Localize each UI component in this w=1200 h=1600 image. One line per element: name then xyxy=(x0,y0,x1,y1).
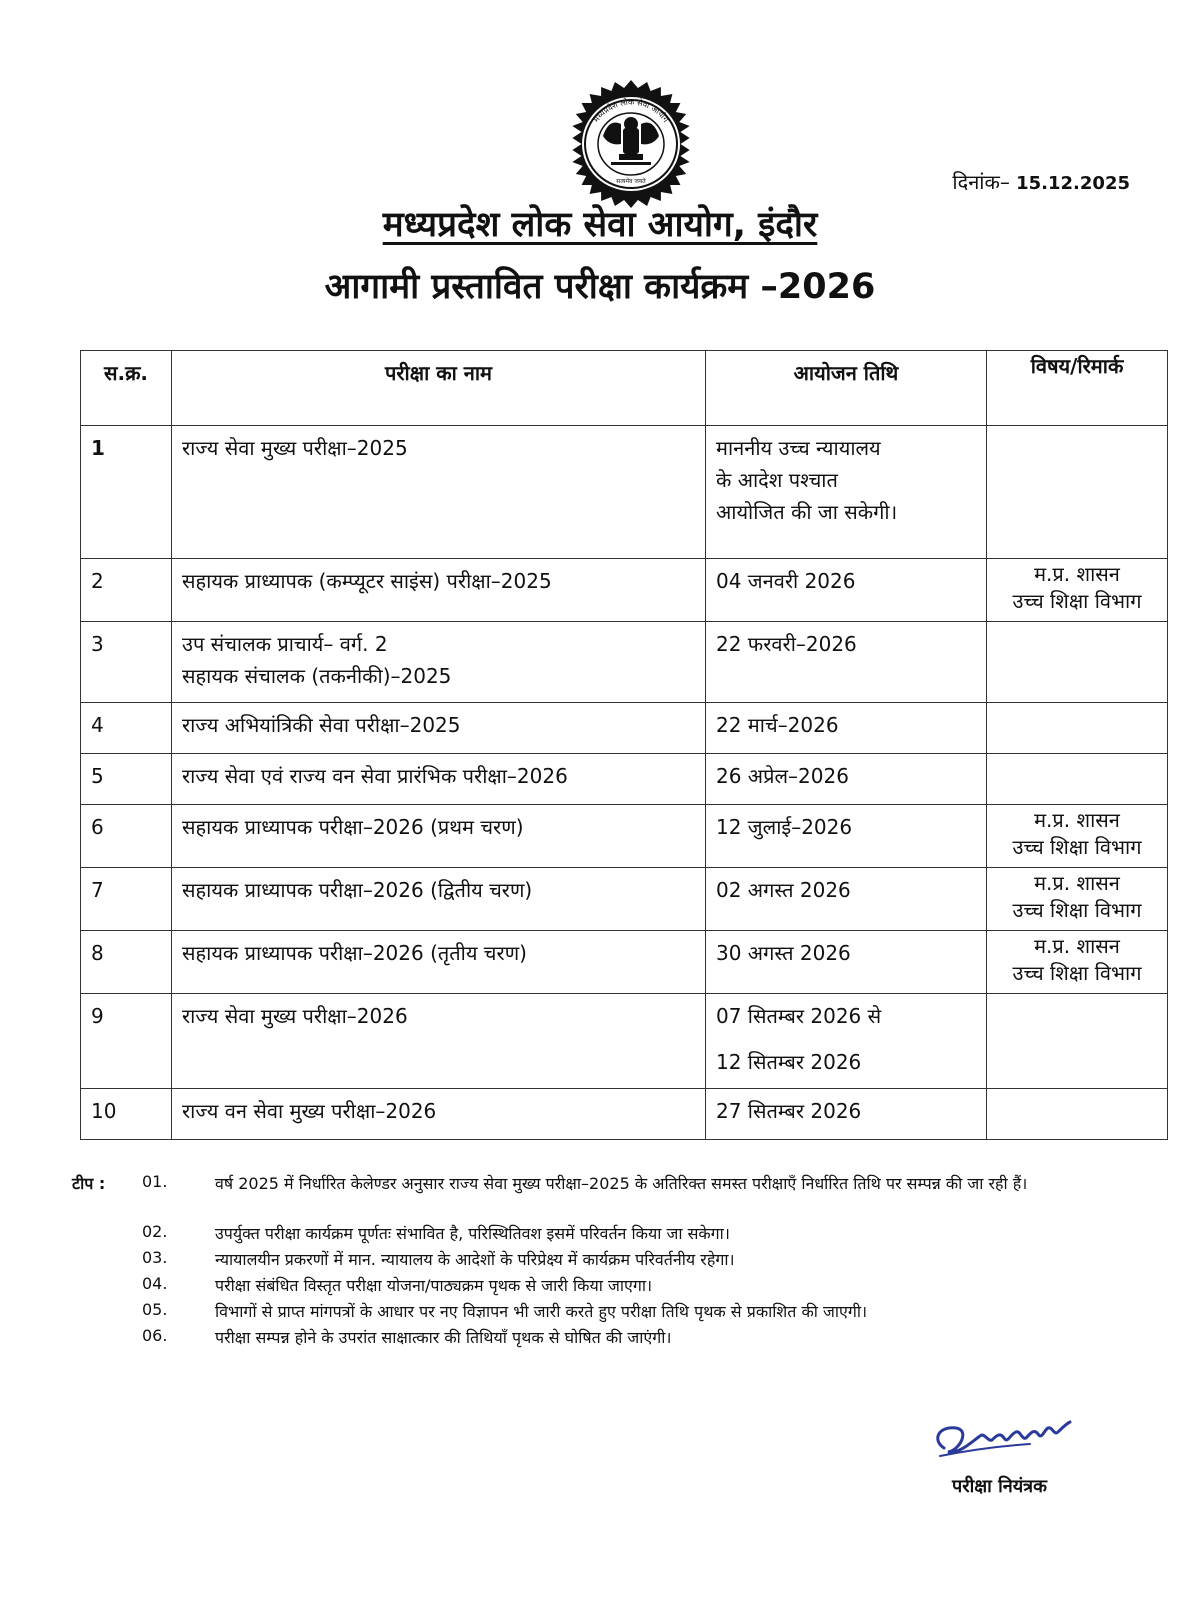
exam-name-cell xyxy=(172,994,706,1089)
exam-name: सहायक प्राध्यापक परीक्षा–2026 (द्वितीय चरण) xyxy=(182,878,533,902)
header-exam-date: आयोजन तिथि xyxy=(706,351,987,426)
serial-cell: 6 xyxy=(81,805,172,868)
note-text: विभागों से प्राप्त मांगपत्रों के आधार पर नए विज्ञापन भी जारी करते हुए परीक्षा तिथि पृथक से प्रकाशित की जाएगी। xyxy=(215,1302,868,1321)
note-item xyxy=(72,1248,1152,1274)
exam-name-cell xyxy=(172,868,706,931)
exam-name-cell xyxy=(172,754,706,805)
header-remark: विषय/रिमार्क xyxy=(987,351,1168,426)
note-text: परीक्षा संबंधित विस्तृत परीक्षा योजना/पाठ्यक्रम पृथक से जारी किया जाएगा। xyxy=(215,1276,653,1295)
remark-cell xyxy=(987,754,1168,805)
exam-name-cell xyxy=(172,622,706,703)
organization-title-text: मध्यप्रदेश लोक सेवा आयोग, इंदौर xyxy=(382,205,818,245)
note-item xyxy=(72,1274,1152,1300)
date-value: 15.12.2025 xyxy=(1016,173,1130,194)
remark-line: उच्च शिक्षा विभाग xyxy=(1012,961,1142,985)
exam-date: 02 अगस्त 2026 xyxy=(716,878,851,902)
exam-name-cell xyxy=(172,426,706,559)
signatory-title: परीक्षा नियंत्रक xyxy=(952,1476,1047,1497)
serial-cell: 9 xyxy=(81,994,172,1089)
remark-cell xyxy=(987,703,1168,754)
exam-date: 26 अप्रेल–2026 xyxy=(716,764,849,788)
exam-name: राज्य सेवा मुख्य परीक्षा–2025 xyxy=(182,436,408,460)
exam-date-cell xyxy=(706,805,987,868)
exam-date-end: 12 सितम्बर 2026 xyxy=(716,1050,862,1074)
table-row xyxy=(81,559,1168,622)
note-text: परीक्षा सम्पन्न होने के उपरांत साक्षात्कार की तिथियाँ पृथक से घोषित की जाएंगी। xyxy=(215,1328,672,1347)
remark-cell xyxy=(987,426,1168,559)
exam-date-cell xyxy=(706,703,987,754)
organization-title xyxy=(0,200,1200,247)
remark-cell xyxy=(987,622,1168,703)
note-number: 06. xyxy=(142,1326,168,1345)
serial-cell: 2 xyxy=(81,559,172,622)
remark-line: उच्च शिक्षा विभाग xyxy=(1012,898,1142,922)
note-number: 01. xyxy=(142,1172,168,1191)
exam-date: 04 जनवरी 2026 xyxy=(716,569,856,593)
remark-line: म.प्र. शासन xyxy=(1034,808,1120,832)
remark-cell xyxy=(987,1089,1168,1140)
table-header-row xyxy=(81,351,1168,426)
exam-name: राज्य सेवा मुख्य परीक्षा–2026 xyxy=(182,1004,408,1028)
exam-date: 22 मार्च–2026 xyxy=(716,713,839,737)
serial-cell: 4 xyxy=(81,703,172,754)
header-serial: स.क्र. xyxy=(81,351,172,426)
table-row xyxy=(81,703,1168,754)
note-text: न्यायालयीन प्रकरणों में मान. न्यायालय के आदेशों के परिप्रेक्ष्य में कार्यक्रम परिवर्तनीय रहेगा। xyxy=(215,1250,735,1269)
exam-date: 27 सितम्बर 2026 xyxy=(716,1099,862,1123)
note-number: 04. xyxy=(142,1274,168,1293)
exam-name-cell xyxy=(172,805,706,868)
exam-date-cell xyxy=(706,754,987,805)
note-number: 05. xyxy=(142,1300,168,1319)
serial-cell: 8 xyxy=(81,931,172,994)
table-row xyxy=(81,1089,1168,1140)
exam-date-line: आयोजित की जा सकेगी। xyxy=(716,500,898,524)
table-row xyxy=(81,994,1168,1089)
remark-cell xyxy=(987,868,1168,931)
exam-name-cell xyxy=(172,931,706,994)
note-item xyxy=(72,1222,1152,1248)
note-number: 02. xyxy=(142,1222,168,1241)
exam-name: सहायक प्राध्यापक परीक्षा–2026 (प्रथम चरण) xyxy=(182,815,524,839)
remark-cell xyxy=(987,805,1168,868)
serial-cell: 1 xyxy=(81,426,172,559)
exam-name: राज्य सेवा एवं राज्य वन सेवा प्रारंभिक परीक्षा–2026 xyxy=(182,764,568,788)
notes-section xyxy=(72,1172,1152,1352)
exam-date: 30 अगस्त 2026 xyxy=(716,941,851,965)
remark-cell xyxy=(987,994,1168,1089)
exam-date-cell xyxy=(706,559,987,622)
table-row xyxy=(81,754,1168,805)
exam-name: सहायक प्राध्यापक परीक्षा–2026 (तृतीय चरण) xyxy=(182,941,527,965)
note-text: वर्ष 2025 में निर्धारित केलेण्डर अनुसार राज्य सेवा मुख्य परीक्षा–2025 के अतिरिक्त समस्त परीक्षाएँ निर्धारित तिथि पर सम्पन्न की जा रही हैं। xyxy=(215,1174,1028,1193)
signature-stroke xyxy=(938,1422,1070,1452)
remark-cell xyxy=(987,931,1168,994)
exam-date: 12 जुलाई–2026 xyxy=(716,815,853,839)
exam-date-cell xyxy=(706,868,987,931)
exam-name: सहायक प्राध्यापक (कम्प्यूटर साइंस) परीक्षा–2025 xyxy=(182,569,552,593)
remark-line: उच्च शिक्षा विभाग xyxy=(1012,589,1142,613)
note-number: 03. xyxy=(142,1248,168,1267)
exam-name-cell xyxy=(172,703,706,754)
table-row xyxy=(81,868,1168,931)
note-item xyxy=(72,1326,1152,1352)
table-row xyxy=(81,931,1168,994)
remark-line: म.प्र. शासन xyxy=(1034,934,1120,958)
exam-name: उप संचालक प्राचार्य– वर्ग. 2 xyxy=(182,632,388,656)
exam-date-cell xyxy=(706,1089,987,1140)
exam-name: राज्य अभियांत्रिकी सेवा परीक्षा–2025 xyxy=(182,713,461,737)
remark-line: म.प्र. शासन xyxy=(1034,871,1120,895)
exam-name-cell xyxy=(172,1089,706,1140)
serial-cell: 7 xyxy=(81,868,172,931)
remark-line: म.प्र. शासन xyxy=(1034,562,1120,586)
schedule-title: आगामी प्रस्तावित परीक्षा कार्यक्रम –2026 xyxy=(324,267,876,307)
table-row xyxy=(81,622,1168,703)
handwritten-signature xyxy=(930,1410,1090,1470)
note-text: उपर्युक्त परीक्षा कार्यक्रम पूर्णतः संभावित है, परिस्थितिवश इसमें परिवर्तन किया जा सकेगा। xyxy=(215,1224,730,1243)
exam-date-cell xyxy=(706,931,987,994)
issue-date xyxy=(952,168,1130,195)
exam-date-cell xyxy=(706,622,987,703)
serial-cell: 3 xyxy=(81,622,172,703)
seal-motto: सत्यमेव जयते xyxy=(616,178,646,185)
serial-cell: 5 xyxy=(81,754,172,805)
exam-name: सहायक संचालक (तकनीकी)–2025 xyxy=(182,664,452,688)
exam-date: 22 फरवरी–2026 xyxy=(716,632,857,656)
note-item xyxy=(72,1172,1152,1222)
note-item xyxy=(72,1300,1152,1326)
exam-date-cell xyxy=(706,426,987,559)
seal-ring-text: मध्यप्रदेश लोक सेवा आयोग xyxy=(591,97,671,124)
notes-label: टीप : xyxy=(72,1174,106,1193)
header-exam-name: परीक्षा का नाम xyxy=(172,351,706,426)
exam-date-start: 07 सितम्बर 2026 से xyxy=(716,1004,882,1028)
commission-seal-logo xyxy=(557,80,705,208)
exam-date-line: माननीय उच्च न्यायालय xyxy=(716,436,881,460)
exam-date-cell xyxy=(706,994,987,1089)
remark-line: उच्च शिक्षा विभाग xyxy=(1012,835,1142,859)
exam-name: राज्य वन सेवा मुख्य परीक्षा–2026 xyxy=(182,1099,437,1123)
exam-schedule-table xyxy=(80,350,1168,1140)
remark-cell xyxy=(987,559,1168,622)
exam-name-cell xyxy=(172,559,706,622)
date-label: दिनांक– xyxy=(952,170,1010,194)
table-row xyxy=(81,426,1168,559)
table-row xyxy=(81,805,1168,868)
exam-date-line: के आदेश पश्चात xyxy=(716,468,838,492)
serial-cell: 10 xyxy=(81,1089,172,1140)
